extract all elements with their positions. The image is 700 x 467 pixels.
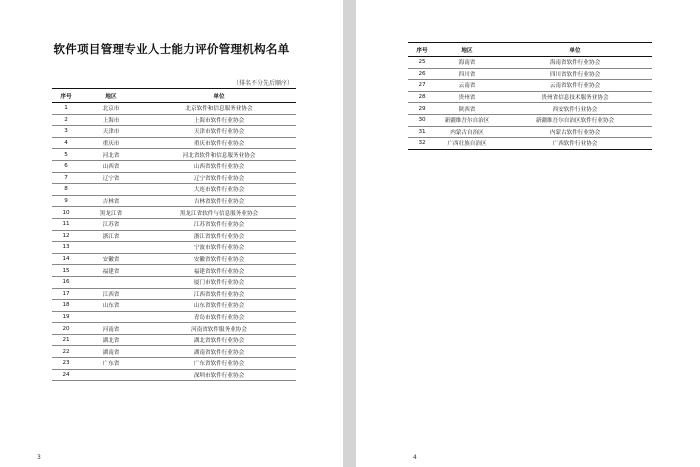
table-row — [52, 346, 296, 358]
cell-organization: 宁波市软件行业协会 — [142, 242, 296, 254]
table-row — [52, 172, 296, 184]
cell-organization: 重庆市软件行业协会 — [142, 137, 296, 149]
cell-index: 28 — [408, 91, 436, 103]
table-row — [408, 68, 652, 80]
cell-organization: 安徽省软件行业协会 — [142, 253, 296, 265]
cell-region: 贵州省 — [436, 91, 498, 103]
cell-organization: 云南省软件行业协会 — [498, 80, 652, 92]
cell-index: 20 — [52, 323, 80, 335]
ranking-note: （排名不分先后顺序） — [232, 80, 293, 87]
table-row — [408, 114, 652, 126]
table-row — [408, 138, 652, 150]
table-row — [52, 207, 296, 219]
cell-organization: 山东省软件行业协会 — [142, 300, 296, 312]
table-row — [408, 57, 652, 69]
cell-region: 湖南省 — [80, 346, 142, 358]
cell-region: 海南省 — [436, 57, 498, 69]
header-region: 地区 — [80, 89, 142, 103]
cell-index: 21 — [52, 334, 80, 346]
cell-organization: 浙江省软件行业协会 — [142, 230, 296, 242]
document-title: 软件项目管理专业人士能力评价管理机构名单 — [53, 42, 290, 56]
cell-index: 17 — [52, 288, 80, 300]
cell-organization: 上海市软件行业协会 — [142, 114, 296, 126]
table-row — [52, 126, 296, 138]
cell-index: 24 — [52, 369, 80, 381]
cell-index: 18 — [52, 300, 80, 312]
organization-table-right — [408, 42, 652, 150]
table-row — [52, 242, 296, 254]
cell-region: 山西省 — [80, 160, 142, 172]
cell-index: 29 — [408, 103, 436, 115]
table-row — [52, 265, 296, 277]
cell-index: 23 — [52, 358, 80, 370]
cell-organization: 新疆维吾尔自治区软件行业协会 — [498, 114, 652, 126]
cell-index: 19 — [52, 311, 80, 323]
table-row — [408, 80, 652, 92]
cell-region: 河北省 — [80, 149, 142, 161]
cell-organization: 深圳市软件行业协会 — [142, 369, 296, 381]
header-region: 地区 — [436, 43, 498, 57]
cell-region: 新疆维吾尔自治区 — [436, 114, 498, 126]
cell-region: 山东省 — [80, 300, 142, 312]
page-number: 4 — [413, 454, 417, 461]
cell-index: 3 — [52, 126, 80, 138]
table-row — [52, 311, 296, 323]
cell-region: 福建省 — [80, 265, 142, 277]
cell-region: 湖北省 — [80, 334, 142, 346]
header-organization: 单位 — [142, 89, 296, 103]
cell-organization: 江苏省软件行业协会 — [142, 218, 296, 230]
cell-organization: 北京软件和信息服务业协会 — [142, 103, 296, 115]
cell-organization: 内蒙古软件行业协会 — [498, 126, 652, 138]
cell-region — [80, 311, 142, 323]
cell-region: 广东省 — [80, 358, 142, 370]
cell-organization: 贵州省信息技术服务业协会 — [498, 91, 652, 103]
table-row — [52, 253, 296, 265]
page-number: 3 — [37, 454, 41, 461]
cell-region: 吉林省 — [80, 195, 142, 207]
cell-index: 15 — [52, 265, 80, 277]
cell-region: 安徽省 — [80, 253, 142, 265]
cell-region — [80, 369, 142, 381]
table-row — [52, 276, 296, 288]
cell-organization: 辽宁省软件行业协会 — [142, 172, 296, 184]
cell-organization: 湖南省软件行业协会 — [142, 346, 296, 358]
cell-region: 云南省 — [436, 80, 498, 92]
cell-index: 31 — [408, 126, 436, 138]
cell-index: 8 — [52, 184, 80, 196]
cell-index: 13 — [52, 242, 80, 254]
table-row — [52, 218, 296, 230]
table-row — [408, 91, 652, 103]
cell-region: 江苏省 — [80, 218, 142, 230]
table-row — [52, 323, 296, 335]
header-organization: 单位 — [498, 43, 652, 57]
cell-organization: 广西软件行业协会 — [498, 138, 652, 150]
table-row — [52, 358, 296, 370]
cell-organization: 黑龙江省软件与信息服务业协会 — [142, 207, 296, 219]
table-row — [52, 288, 296, 300]
cell-organization: 福建省软件行业协会 — [142, 265, 296, 277]
cell-organization: 江西省软件行业协会 — [142, 288, 296, 300]
table-row — [52, 160, 296, 172]
table-row — [52, 195, 296, 207]
cell-index: 5 — [52, 149, 80, 161]
cell-index: 12 — [52, 230, 80, 242]
cell-organization: 吉林省软件行业协会 — [142, 195, 296, 207]
cell-region — [80, 184, 142, 196]
cell-organization: 大连市软件行业协会 — [142, 184, 296, 196]
cell-index: 14 — [52, 253, 80, 265]
header-index: 序号 — [52, 89, 80, 103]
right-page — [356, 0, 700, 467]
table-row — [52, 230, 296, 242]
cell-organization: 山西省软件行业协会 — [142, 160, 296, 172]
cell-region: 重庆市 — [80, 137, 142, 149]
table-row — [52, 103, 296, 115]
table-row — [52, 137, 296, 149]
organization-table-left — [52, 88, 296, 381]
cell-index: 30 — [408, 114, 436, 126]
cell-index: 2 — [52, 114, 80, 126]
table-header-row — [408, 43, 652, 57]
table-row — [52, 300, 296, 312]
cell-organization: 湖北省软件行业协会 — [142, 334, 296, 346]
cell-index: 6 — [52, 160, 80, 172]
cell-organization: 天津市软件行业协会 — [142, 126, 296, 138]
cell-organization: 河南省软件服务业协会 — [142, 323, 296, 335]
table-row — [52, 114, 296, 126]
cell-index: 32 — [408, 138, 436, 150]
cell-organization: 厦门市软件行业协会 — [142, 276, 296, 288]
cell-organization: 海南省软件行业协会 — [498, 57, 652, 69]
cell-region: 黑龙江省 — [80, 207, 142, 219]
table-row — [52, 184, 296, 196]
cell-region: 天津市 — [80, 126, 142, 138]
cell-region: 辽宁省 — [80, 172, 142, 184]
cell-organization: 西安软件行业协会 — [498, 103, 652, 115]
cell-region: 上海市 — [80, 114, 142, 126]
cell-index: 9 — [52, 195, 80, 207]
table-row — [408, 103, 652, 115]
cell-region: 北京市 — [80, 103, 142, 115]
header-index: 序号 — [408, 43, 436, 57]
cell-index: 16 — [52, 276, 80, 288]
table-row — [52, 149, 296, 161]
cell-index: 1 — [52, 103, 80, 115]
cell-index: 26 — [408, 68, 436, 80]
cell-index: 25 — [408, 57, 436, 69]
cell-index: 22 — [52, 346, 80, 358]
cell-region: 内蒙古自治区 — [436, 126, 498, 138]
cell-region: 广西壮族自治区 — [436, 138, 498, 150]
cell-region — [80, 276, 142, 288]
cell-index: 27 — [408, 80, 436, 92]
cell-index: 7 — [52, 172, 80, 184]
left-page — [0, 0, 343, 467]
cell-organization: 河北省软件和信息服务业协会 — [142, 149, 296, 161]
cell-organization: 青岛市软件行业协会 — [142, 311, 296, 323]
cell-organization: 广东省软件行业协会 — [142, 358, 296, 370]
cell-index: 11 — [52, 218, 80, 230]
cell-region: 河南省 — [80, 323, 142, 335]
cell-region: 陕西省 — [436, 103, 498, 115]
cell-region: 四川省 — [436, 68, 498, 80]
table-row — [408, 126, 652, 138]
cell-region — [80, 242, 142, 254]
table-row — [52, 369, 296, 381]
cell-region: 浙江省 — [80, 230, 142, 242]
table-row — [52, 334, 296, 346]
cell-index: 10 — [52, 207, 80, 219]
cell-region: 江西省 — [80, 288, 142, 300]
cell-index: 4 — [52, 137, 80, 149]
table-header-row — [52, 89, 296, 103]
cell-organization: 四川省软件行业协会 — [498, 68, 652, 80]
